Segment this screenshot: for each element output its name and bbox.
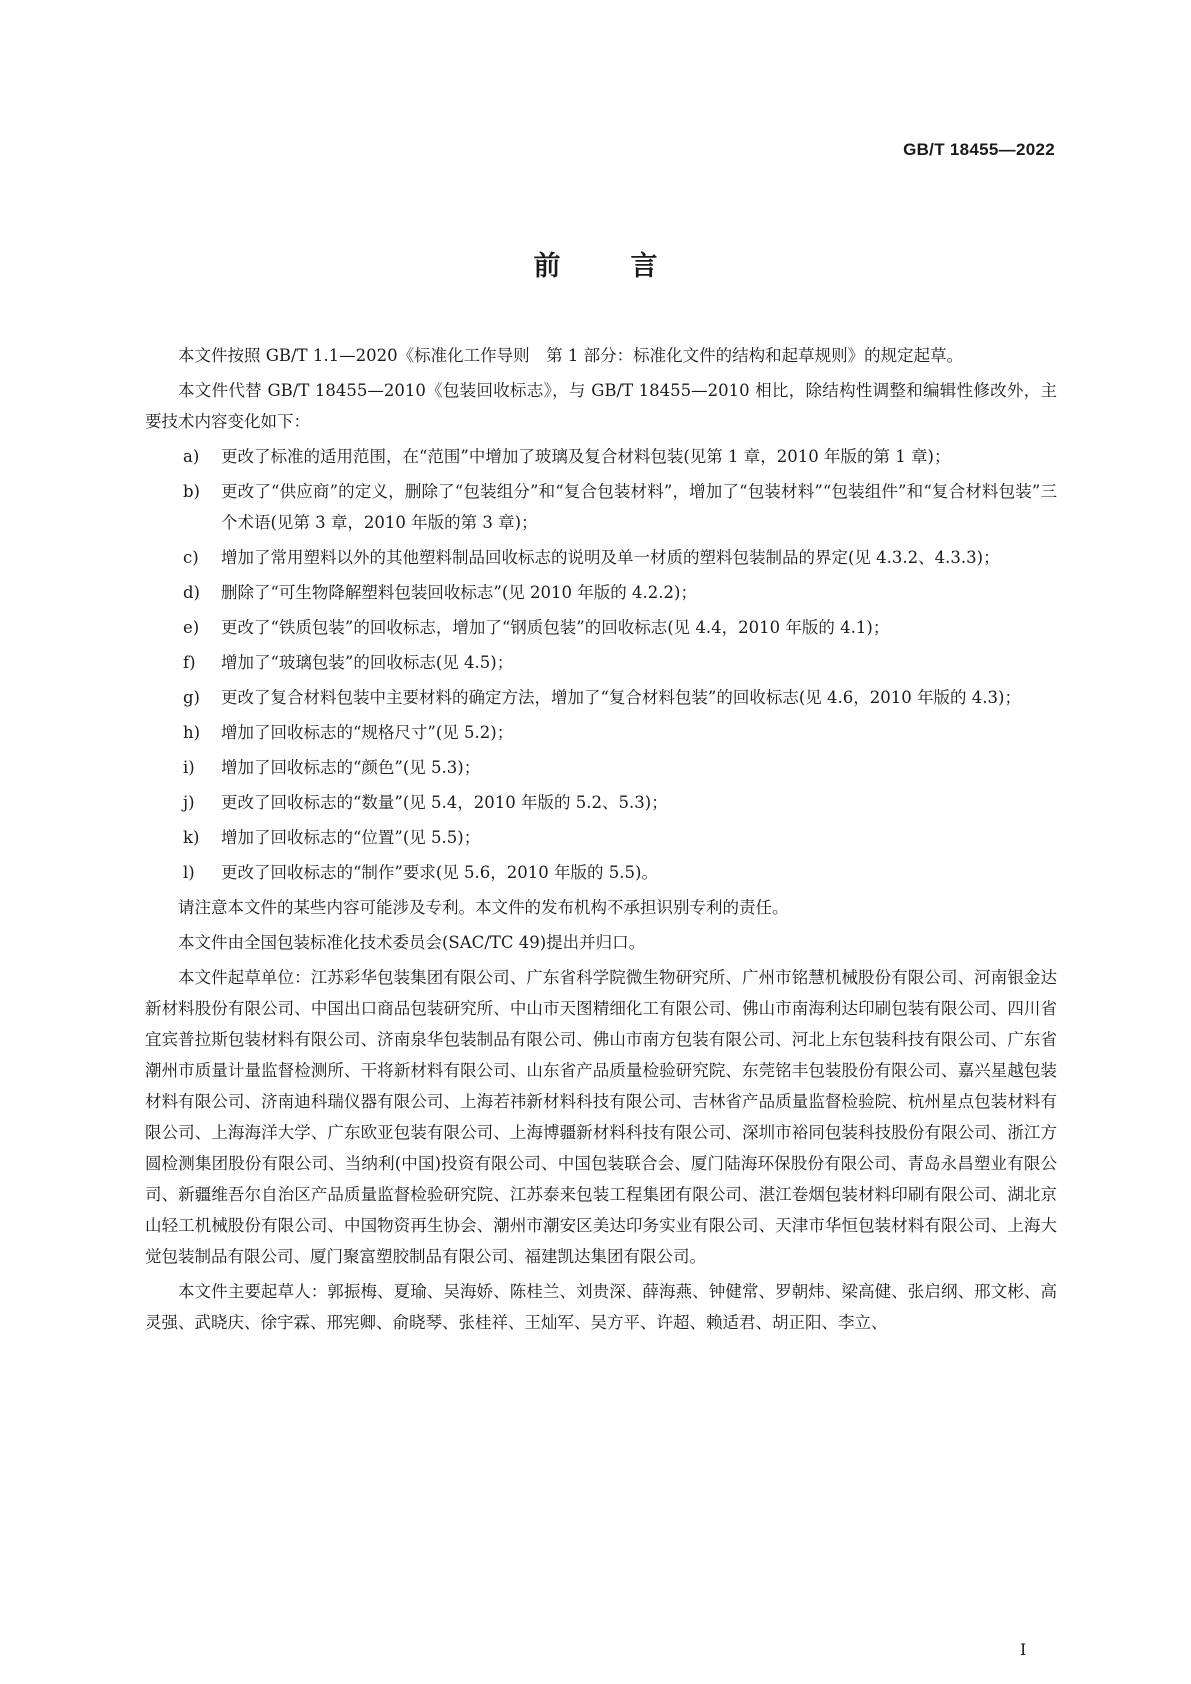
list-marker: f) <box>183 653 196 672</box>
list-text: 更改了“供应商”的定义，删除了“包装组分”和“复合包装材料”，增加了“包装材料”“包装组件”和“复合材料包装”三个术语(见第 3 章，2010 年版的第 3 章)； <box>221 482 1057 532</box>
list-text: 增加了常用塑料以外的其他塑料制品回收标志的说明及单一材质的塑料包装制品的界定(见 4.3.2、4.3.3)； <box>221 548 1000 567</box>
list-marker: h) <box>183 723 201 742</box>
paragraph-patent-notice: 请注意本文件的某些内容可能涉及专利。本文件的发布机构不承担识别专利的责任。 <box>178 898 789 917</box>
list-text: 增加了回收标志的“位置”(见 5.5)； <box>221 828 481 847</box>
foreword-body <box>145 340 1057 1342</box>
list-item <box>145 752 1057 783</box>
list-item <box>145 857 1057 888</box>
list-text: 增加了“玻璃包装”的回收标志(见 4.5)； <box>221 653 514 672</box>
list-marker: c) <box>183 548 199 567</box>
paragraph-committee: 本文件由全国包装标准化技术委员会(SAC/TC 49)提出并归口。 <box>178 933 646 952</box>
list-marker: j) <box>183 793 195 812</box>
list-marker: d) <box>183 583 200 602</box>
list-item <box>145 476 1057 538</box>
list-marker: b) <box>183 482 200 501</box>
list-item <box>145 647 1057 678</box>
list-marker: g) <box>183 688 200 707</box>
paragraph-drafting-rules: 本文件按照 GB/T 1.1—2020《标准化工作导则 第 1 部分：标准化文件的结构和起草规则》的规定起草。 <box>178 346 964 365</box>
list-marker: e) <box>183 618 200 637</box>
list-item <box>145 441 1057 472</box>
list-text: 删除了“可生物降解塑料包装回收标志”(见 2010 年版的 4.2.2)； <box>221 583 697 602</box>
list-text: 更改了复合材料包装中主要材料的确定方法，增加了“复合材料包装”的回收标志(见 4.6，2010 年版的 4.3)； <box>221 688 1021 707</box>
list-text: 更改了标准的适用范围，在“范围”中增加了玻璃及复合材料包装(见第 1 章，2010 年版的第 1 章)； <box>221 447 951 466</box>
page-title: 前言 <box>533 251 728 282</box>
changes-list <box>145 441 1057 888</box>
list-text: 更改了回收标志的“数量”(见 5.4，2010 年版的 5.2、5.3)； <box>221 793 668 812</box>
list-item <box>145 612 1057 643</box>
list-item <box>145 822 1057 853</box>
paragraph-drafters: 本文件主要起草人：郭振梅、夏瑜、吴海娇、陈桂兰、刘贵深、薛海燕、钟健常、罗朝炜、梁高健、张启纲、邢文彬、高灵强、武晓庆、徐宇霖、邢宪卿、俞晓琴、张桂祥、王灿军、吴方平、许超、赖适君、胡正阳、李立、 <box>145 1282 1057 1332</box>
document-id: GB/T 18455—2022 <box>903 140 1055 159</box>
paragraph-replacement: 本文件代替 GB/T 18455—2010《包装回收标志》，与 GB/T 18455—2010 相比，除结构性调整和编辑性修改外，主要技术内容变化如下： <box>145 381 1057 431</box>
paragraph-drafting-units: 本文件起草单位：江苏彩华包装集团有限公司、广东省科学院微生物研究所、广州市铭慧机械股份有限公司、河南银金达新材料股份有限公司、中国出口商品包装研究所、中山市天图精细化工有限公司、佛山市南海利达印刷包装有限公司、四川省宜宾普拉斯包装材料有限公司、济南泉华包装制品有限公司、佛山市南方包装有限公司、河北上东包装科技有限公司、广东省潮州市质量计量监督检测所、干将新材料有限公司、山东省产品质量检验研究院、东莞铭丰包装股份有限公司、嘉兴星越包装材料有限公司、济南迪科瑞仪器有限公司、上海若祎新材料科技有限公司、吉林省产品质量监督检验院、杭州星点包装材料有限公司、上海海洋大学、广东欧亚包装有限公司、上海博疆新材料科技有限公司、深圳市裕同包装科技股份有限公司、浙江方圆检测集团股份有限公司、当纳利(中国)投资有限公司、中国包装联合会、厦门陆海环保股份有限公司、青岛永昌塑业有限公司、新疆维吾尔自治区产品质量监督检验研究院、江苏泰来包装工程集团有限公司、湛江卷烟包装材料印刷有限公司、湖北京山轻工机械股份有限公司、中国物资再生协会、潮州市潮安区美达印务实业有限公司、天津市华恒包装材料有限公司、上海大觉包装制品有限公司、厦门聚富塑胶制品有限公司、福建凯达集团有限公司。 <box>145 968 1057 1266</box>
list-text: 增加了回收标志的“规格尺寸”(见 5.2)； <box>221 723 514 742</box>
list-text: 更改了“铁质包装”的回收标志，增加了“钢质包装”的回收标志(见 4.4，2010 年版的 4.1)； <box>221 618 890 637</box>
list-item <box>145 717 1057 748</box>
list-marker: l) <box>183 863 195 882</box>
list-text: 增加了回收标志的“颜色”(见 5.3)； <box>221 758 481 777</box>
list-marker: k) <box>183 828 200 847</box>
list-text: 更改了回收标志的“制作”要求(见 5.6，2010 年版的 5.5)。 <box>221 863 658 882</box>
list-item <box>145 542 1057 573</box>
page-number: I <box>1020 1640 1027 1659</box>
list-marker: a) <box>183 447 200 466</box>
list-item <box>145 682 1057 713</box>
list-item <box>145 787 1057 818</box>
list-item <box>145 577 1057 608</box>
list-marker: i) <box>183 758 195 777</box>
